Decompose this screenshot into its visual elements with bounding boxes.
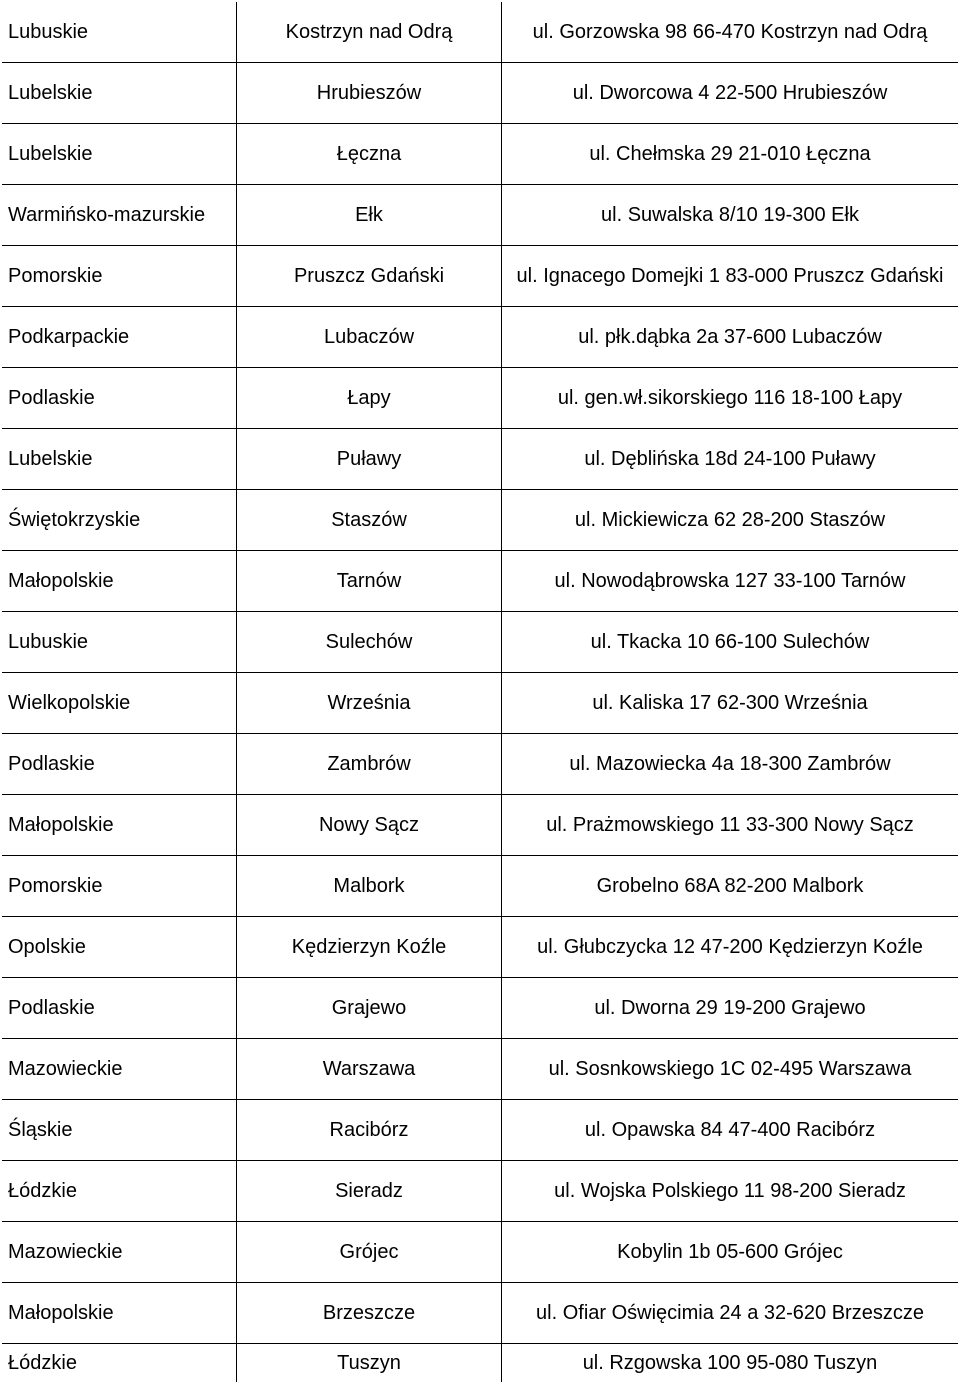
- table-row: [2, 978, 958, 1039]
- city-cell: Malbork: [237, 856, 502, 917]
- region-cell: Małopolskie: [2, 551, 237, 612]
- address-cell: ul. Suwalska 8/10 19-300 Ełk: [502, 185, 959, 246]
- table-row: [2, 1222, 958, 1283]
- city-cell: Sieradz: [237, 1161, 502, 1222]
- city-cell: Hrubieszów: [237, 63, 502, 124]
- region-cell: Mazowieckie: [2, 1039, 237, 1100]
- region-cell: Wielkopolskie: [2, 673, 237, 734]
- locations-table-body: [2, 2, 958, 1382]
- address-cell: ul. płk.dąbka 2a 37-600 Lubaczów: [502, 307, 959, 368]
- address-cell: ul. Gorzowska 98 66-470 Kostrzyn nad Odrą: [502, 2, 959, 63]
- address-cell: ul. Wojska Polskiego 11 98-200 Sieradz: [502, 1161, 959, 1222]
- table-row: [2, 551, 958, 612]
- region-cell: Małopolskie: [2, 795, 237, 856]
- region-cell: Małopolskie: [2, 1283, 237, 1344]
- table-row: [2, 1161, 958, 1222]
- table-row: [2, 124, 958, 185]
- region-cell: Podkarpackie: [2, 307, 237, 368]
- region-cell: Podlaskie: [2, 734, 237, 795]
- locations-table: [2, 2, 958, 1382]
- table-row: [2, 917, 958, 978]
- city-cell: Grajewo: [237, 978, 502, 1039]
- region-cell: Warmińsko-mazurskie: [2, 185, 237, 246]
- city-cell: Zambrów: [237, 734, 502, 795]
- table-row: [2, 612, 958, 673]
- table-row: [2, 734, 958, 795]
- region-cell: Lubuskie: [2, 2, 237, 63]
- address-cell: ul. Dworcowa 4 22-500 Hrubieszów: [502, 63, 959, 124]
- city-cell: Łapy: [237, 368, 502, 429]
- address-cell: ul. Rzgowska 100 95-080 Tuszyn: [582, 1352, 878, 1374]
- table-row: [2, 2, 958, 63]
- city-cell: Kostrzyn nad Odrą: [237, 2, 502, 63]
- region-cell: Śląskie: [2, 1100, 237, 1161]
- address-cell: ul. Ignacego Domejki 1 83-000 Pruszcz Gdański: [502, 246, 959, 307]
- region-cell: Lubelskie: [2, 124, 237, 185]
- table-row: [2, 63, 958, 124]
- region-cell: Świętokrzyskie: [2, 490, 237, 551]
- city-cell: Tarnów: [237, 551, 502, 612]
- region-cell: Lubelskie: [2, 63, 237, 124]
- address-cell: ul. Opawska 84 47-400 Racibórz: [502, 1100, 959, 1161]
- city-cell: Racibórz: [237, 1100, 502, 1161]
- address-cell: ul. Prażmowskiego 11 33-300 Nowy Sącz: [502, 795, 959, 856]
- table-row: [2, 185, 958, 246]
- address-cell: Kobylin 1b 05-600 Grójec: [502, 1222, 959, 1283]
- city-cell: Września: [237, 673, 502, 734]
- table-row: [2, 1283, 958, 1344]
- table-row: [2, 307, 958, 368]
- region-cell: Pomorskie: [2, 856, 237, 917]
- city-cell: Nowy Sącz: [237, 795, 502, 856]
- region-cell: Łódzkie: [2, 1161, 237, 1222]
- address-cell: ul. Dęblińska 18d 24-100 Puławy: [502, 429, 959, 490]
- table-row: [2, 856, 958, 917]
- table-row: [2, 1100, 958, 1161]
- region-cell: Lubuskie: [2, 612, 237, 673]
- region-cell: Lubelskie: [2, 429, 237, 490]
- city-cell: Łęczna: [237, 124, 502, 185]
- address-cell: ul. Głubczycka 12 47-200 Kędzierzyn Koźle: [502, 917, 959, 978]
- table-row: [2, 1344, 958, 1383]
- address-cell: ul. Mickiewicza 62 28-200 Staszów: [502, 490, 959, 551]
- address-cell: ul. Mazowiecka 4a 18-300 Zambrów: [502, 734, 959, 795]
- city-cell: Staszów: [237, 490, 502, 551]
- table-row: [2, 429, 958, 490]
- city-cell: Puławy: [237, 429, 502, 490]
- table-row: [2, 490, 958, 551]
- address-cell: ul. Sosnkowskiego 1C 02-495 Warszawa: [502, 1039, 959, 1100]
- city-cell: Tuszyn: [237, 1344, 502, 1383]
- table-row: [2, 368, 958, 429]
- address-cell: ul. Kaliska 17 62-300 Września: [502, 673, 959, 734]
- table-row: [2, 673, 958, 734]
- region-cell: Podlaskie: [2, 978, 237, 1039]
- address-cell: ul. Tkacka 10 66-100 Sulechów: [502, 612, 959, 673]
- region-cell: Opolskie: [2, 917, 237, 978]
- region-cell: Podlaskie: [2, 368, 237, 429]
- city-cell: Warszawa: [237, 1039, 502, 1100]
- table-row: [2, 795, 958, 856]
- city-cell: Brzeszcze: [237, 1283, 502, 1344]
- city-cell: Sulechów: [237, 612, 502, 673]
- region-cell: Łódzkie: [2, 1344, 237, 1383]
- address-cell: Grobelno 68A 82-200 Malbork: [502, 856, 959, 917]
- address-cell: ul. Ofiar Oświęcimia 24 a 32-620 Brzeszcze: [502, 1283, 959, 1344]
- city-cell: Grójec: [237, 1222, 502, 1283]
- address-cell: ul. Nowodąbrowska 127 33-100 Tarnów: [502, 551, 959, 612]
- region-cell: Pomorskie: [2, 246, 237, 307]
- city-cell: Ełk: [237, 185, 502, 246]
- address-cell: ul. Chełmska 29 21-010 Łęczna: [502, 124, 959, 185]
- city-cell: Lubaczów: [237, 307, 502, 368]
- region-cell: Mazowieckie: [2, 1222, 237, 1283]
- address-cell: ul. gen.wł.sikorskiego 116 18-100 Łapy: [502, 368, 959, 429]
- table-row: [2, 1039, 958, 1100]
- table-row: [2, 246, 958, 307]
- city-cell: Kędzierzyn Koźle: [237, 917, 502, 978]
- city-cell: Pruszcz Gdański: [237, 246, 502, 307]
- address-cell: ul. Dworna 29 19-200 Grajewo: [502, 978, 959, 1039]
